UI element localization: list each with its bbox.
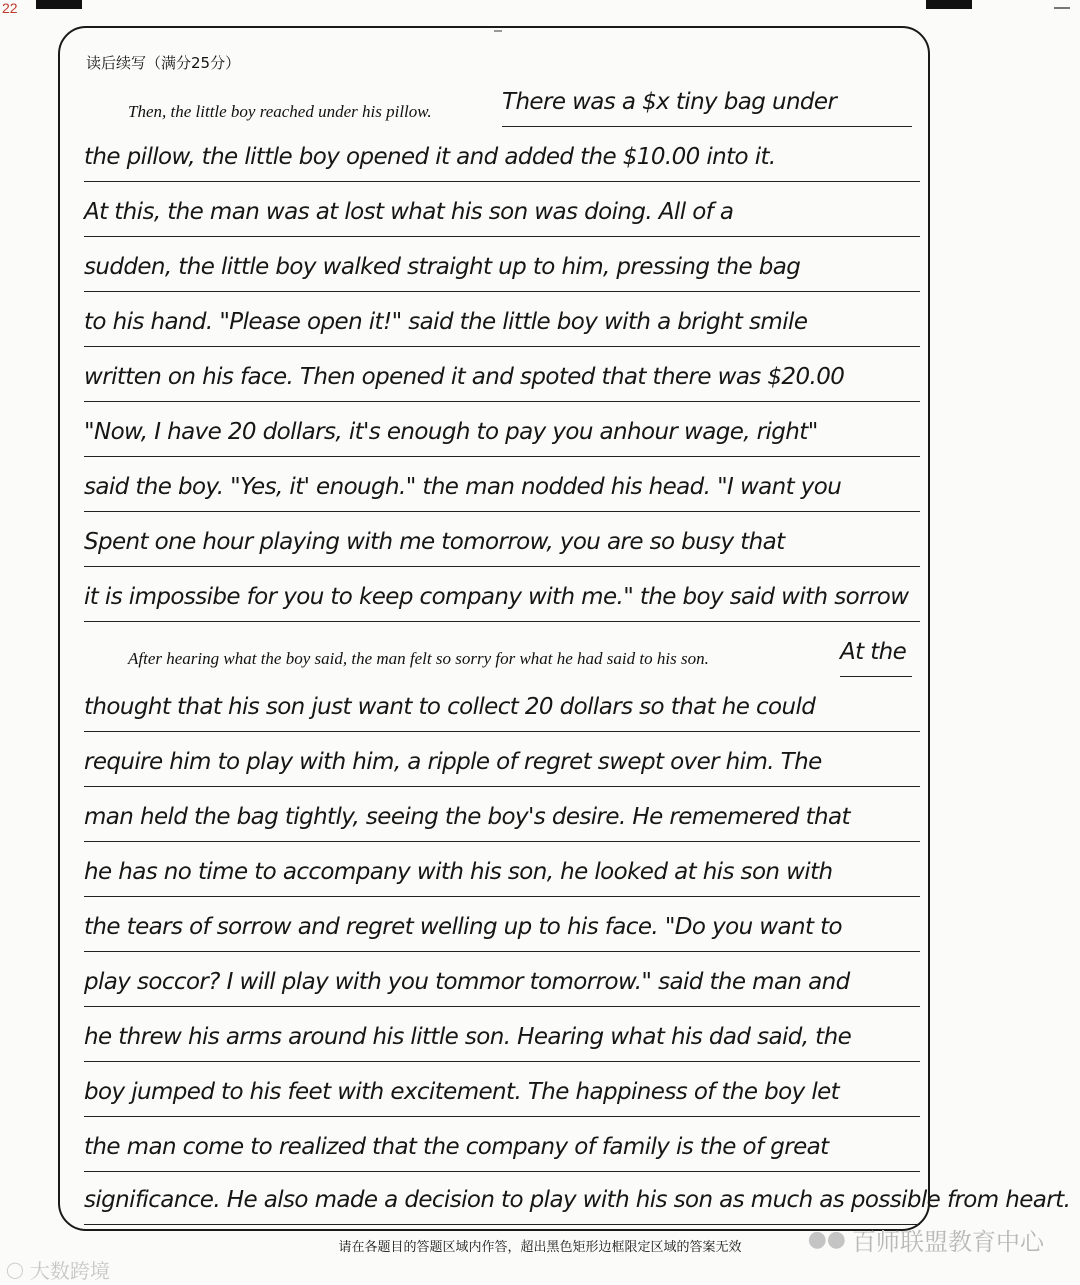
handwritten-line: written on his face. Then opened it and spoted that there was $20.00 xyxy=(84,357,920,402)
handwritten-line: the pillow, the little boy opened it and added the $10.00 into it. xyxy=(84,137,920,182)
handwritten-line: There was a $x tiny bag under xyxy=(502,82,912,127)
handwritten-line: he has no time to accompany with his son, he looked at his son with xyxy=(84,852,920,897)
paragraph1-prompt: Then, the little boy reached under his pillow. xyxy=(128,102,432,121)
handwritten-line: to his hand. "Please open it!" said the little boy with a bright smile xyxy=(84,302,920,347)
handwritten-line: boy jumped to his feet with excitement. The happiness of the boy let xyxy=(84,1072,920,1117)
handwritten-line: the tears of sorrow and regret welling up to his face. "Do you want to xyxy=(84,907,920,952)
handwritten-line: said the boy. "Yes, it' enough." the man nodded his head. "I want you xyxy=(84,467,920,512)
corner-dash xyxy=(1054,7,1070,9)
watermark-left xyxy=(6,1255,110,1284)
wechat-icon: ●● xyxy=(807,1227,846,1252)
watermark-logo-icon: ◯ xyxy=(6,1260,24,1279)
handwritten-line: he threw his arms around his little son. Hearing what his dad said, the xyxy=(84,1017,920,1062)
handwritten-line: man held the bag tightly, seeing the boy's desire. He rememered that xyxy=(84,797,920,842)
handwritten-line: sudden, the little boy walked straight up to him, pressing the bag xyxy=(84,247,920,292)
registration-mark-left xyxy=(36,0,82,9)
watermark-right-text: 百师联盟教育中心 xyxy=(852,1228,1044,1256)
handwritten-line: "Now, I have 20 dollars, it's enough to pay you anhour wage, right" xyxy=(84,412,920,457)
answer-area-notice: 请在各题目的答题区域内作答，超出黑色矩形边框限定区域的答案无效 xyxy=(338,1240,742,1255)
handwritten-line: At the xyxy=(840,632,912,677)
section-title: 读后续写（满分25分） xyxy=(86,54,241,72)
handwritten-line: At this, the man was at lost what his son was doing. All of a xyxy=(84,192,920,237)
watermark-left-text: 大数跨境 xyxy=(29,1259,110,1283)
handwritten-line: significance. He also made a decision to play with his son as much as possible from heart. xyxy=(84,1180,920,1225)
watermark-right xyxy=(808,1222,1044,1257)
handwritten-line: play soccor? I will play with you tommor tomorrow." said the man and xyxy=(84,962,920,1007)
page-number: 22 xyxy=(2,0,18,16)
handwritten-line: the man come to realized that the company of family is the of great xyxy=(84,1127,920,1172)
registration-mark-right xyxy=(926,0,972,9)
handwritten-line: thought that his son just want to collect 20 dollars so that he could xyxy=(84,687,920,732)
handwritten-line: it is impossibe for you to keep company with me." the boy said with sorrow xyxy=(84,577,920,622)
paragraph2-prompt: After hearing what the boy said, the man felt so sorry for what he had said to his son. xyxy=(128,649,709,668)
handwritten-line: Spent one hour playing with me tomorrow, you are so busy that xyxy=(84,522,920,567)
handwritten-line: require him to play with him, a ripple of regret swept over him. The xyxy=(84,742,920,787)
